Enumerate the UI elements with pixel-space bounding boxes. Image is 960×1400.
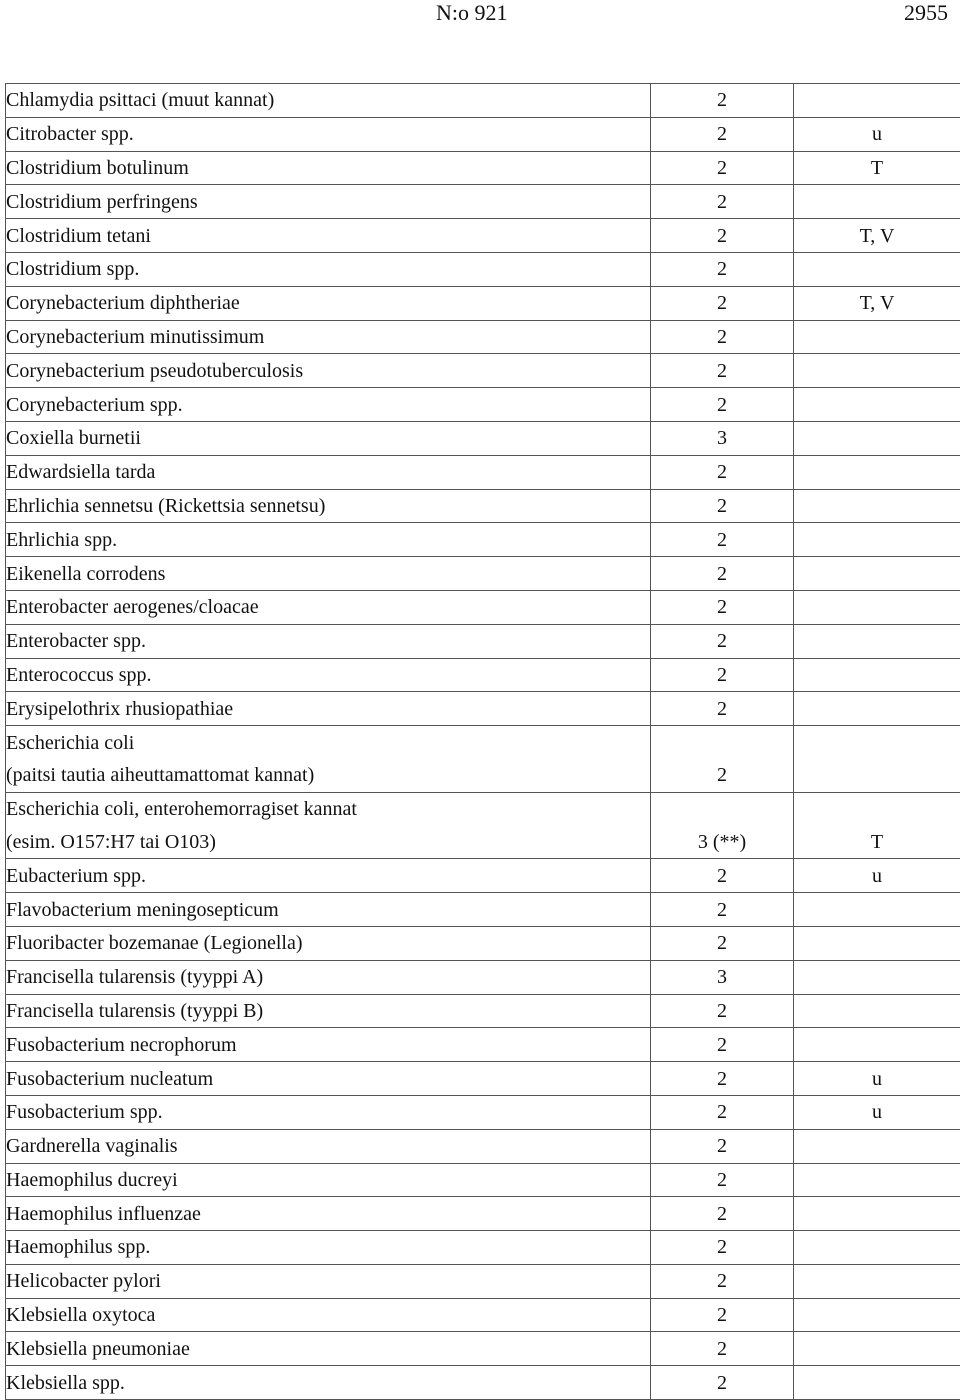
- organism-name-cell: Citrobacter spp.: [6, 117, 651, 151]
- risk-group-cell: 2: [651, 590, 794, 624]
- organism-name-cell: Gardnerella vaginalis: [6, 1129, 651, 1163]
- risk-group-cell: 2: [651, 1062, 794, 1096]
- remark-cell: u: [794, 117, 960, 151]
- table-row: [6, 523, 960, 557]
- risk-group-cell: 2: [651, 117, 794, 151]
- remark-cell: [794, 185, 960, 219]
- organism-name-cell: Francisella tularensis (tyyppi A): [6, 960, 651, 994]
- remark-cell: [794, 1163, 960, 1197]
- organism-name-cell: Fusobacterium spp.: [6, 1095, 651, 1129]
- remark-cell: [794, 960, 960, 994]
- organism-name-cell: Enterobacter spp.: [6, 624, 651, 658]
- organism-name-cell: Haemophilus influenzae: [6, 1197, 651, 1231]
- remark-cell: T, V: [794, 286, 960, 320]
- organism-name-cell: Escherichia coli: [6, 726, 651, 759]
- risk-group-cell: 2: [651, 1163, 794, 1197]
- table-row: [6, 1264, 960, 1298]
- remark-cell: [794, 726, 960, 759]
- remark-cell: [794, 994, 960, 1028]
- table-row: [6, 1332, 960, 1366]
- organism-name-cell: Clostridium spp.: [6, 252, 651, 286]
- document-number: N:o 921: [436, 0, 508, 26]
- risk-group-cell: 2: [651, 1366, 794, 1400]
- table-row: [6, 590, 960, 624]
- risk-group-cell: 2: [651, 320, 794, 354]
- risk-group-cell: 2: [651, 1231, 794, 1265]
- organism-name-cell: Helicobacter pylori: [6, 1264, 651, 1298]
- remark-cell: [794, 658, 960, 692]
- table-row: [6, 185, 960, 219]
- remark-cell: [794, 557, 960, 591]
- table-row: [6, 489, 960, 523]
- risk-group-cell: 2: [651, 489, 794, 523]
- organism-table: [5, 83, 960, 1400]
- remark-cell: T, V: [794, 219, 960, 253]
- table-row: [6, 320, 960, 354]
- remark-cell: [794, 893, 960, 927]
- table-row: [6, 1298, 960, 1332]
- table-row: [6, 1197, 960, 1231]
- risk-group-cell: 2: [651, 1095, 794, 1129]
- organism-name-cell: Corynebacterium spp.: [6, 388, 651, 422]
- risk-group-cell: 2: [651, 219, 794, 253]
- risk-group-cell: 2: [651, 994, 794, 1028]
- remark-cell: [794, 320, 960, 354]
- organism-name-cell: Fusobacterium necrophorum: [6, 1028, 651, 1062]
- organism-name-cell: Corynebacterium pseudotuberculosis: [6, 354, 651, 388]
- risk-group-cell: 2: [651, 1264, 794, 1298]
- organism-name-cell: Enterococcus spp.: [6, 658, 651, 692]
- remark-cell: [794, 792, 960, 825]
- risk-group-cell: 2: [651, 523, 794, 557]
- risk-group-cell: 2: [651, 185, 794, 219]
- remark-cell: [794, 1366, 960, 1400]
- risk-group-cell: 2: [651, 1129, 794, 1163]
- remark-cell: [794, 455, 960, 489]
- remark-cell: T: [794, 151, 960, 185]
- table-row: [6, 692, 960, 726]
- remark-cell: [794, 1028, 960, 1062]
- table-row: [6, 1231, 960, 1265]
- remark-cell: u: [794, 1062, 960, 1096]
- table-row: [6, 151, 960, 185]
- organism-name-cell: Edwardsiella tarda: [6, 455, 651, 489]
- table-row: [6, 84, 960, 118]
- remark-cell: [794, 624, 960, 658]
- table-row: [6, 926, 960, 960]
- risk-group-cell: 2: [651, 759, 794, 792]
- table-row: [6, 1366, 960, 1400]
- table-row: [6, 1129, 960, 1163]
- remark-cell: [794, 692, 960, 726]
- remark-cell: [794, 523, 960, 557]
- table-row: [6, 1062, 960, 1096]
- organism-name-cell: Klebsiella oxytoca: [6, 1298, 651, 1332]
- table-row: [6, 759, 960, 792]
- remark-cell: [794, 1264, 960, 1298]
- organism-name-cell: Corynebacterium minutissimum: [6, 320, 651, 354]
- organism-name-cell: Klebsiella pneumoniae: [6, 1332, 651, 1366]
- organism-name-cell: Chlamydia psittaci (muut kannat): [6, 84, 651, 118]
- organism-name-cell: Corynebacterium diphtheriae: [6, 286, 651, 320]
- remark-cell: [794, 421, 960, 455]
- remark-cell: [794, 84, 960, 118]
- remark-cell: [794, 1231, 960, 1265]
- remark-cell: u: [794, 859, 960, 893]
- organism-name-cell: Enterobacter aerogenes/cloacae: [6, 590, 651, 624]
- organism-name-cell: Eubacterium spp.: [6, 859, 651, 893]
- risk-group-cell: 2: [651, 658, 794, 692]
- risk-group-cell: 2: [651, 1028, 794, 1062]
- table-row: [6, 994, 960, 1028]
- organism-name-cell: Clostridium perfringens: [6, 185, 651, 219]
- risk-group-cell: 2: [651, 624, 794, 658]
- remark-cell: [794, 759, 960, 792]
- risk-group-cell: 2: [651, 692, 794, 726]
- organism-name-cell: Clostridium tetani: [6, 219, 651, 253]
- risk-group-cell: 2: [651, 557, 794, 591]
- risk-group-cell: 2: [651, 286, 794, 320]
- remark-cell: [794, 1129, 960, 1163]
- table-row: [6, 421, 960, 455]
- risk-group-cell: 3: [651, 960, 794, 994]
- table-row: [6, 557, 960, 591]
- organism-name-cell: Haemophilus ducreyi: [6, 1163, 651, 1197]
- organism-name-cell: Escherichia coli, enterohemorragiset kannat: [6, 792, 651, 825]
- organism-name-cell: Haemophilus spp.: [6, 1231, 651, 1265]
- risk-group-cell: 2: [651, 859, 794, 893]
- risk-group-cell: 2: [651, 1298, 794, 1332]
- remark-cell: [794, 489, 960, 523]
- organism-name-cell: Eikenella corrodens: [6, 557, 651, 591]
- organism-name-cell: Fluoribacter bozemanae (Legionella): [6, 926, 651, 960]
- risk-group-cell: 2: [651, 252, 794, 286]
- table-row: [6, 354, 960, 388]
- remark-cell: [794, 926, 960, 960]
- table-row: [6, 219, 960, 253]
- table-row: [6, 388, 960, 422]
- risk-group-cell: 2: [651, 893, 794, 927]
- organism-name-cell: Clostridium botulinum: [6, 151, 651, 185]
- risk-group-cell: 3: [651, 421, 794, 455]
- table-row: [6, 286, 960, 320]
- organism-name-cell: Flavobacterium meningosepticum: [6, 893, 651, 927]
- table-row: [6, 960, 960, 994]
- organism-name-cell: Erysipelothrix rhusiopathiae: [6, 692, 651, 726]
- organism-name-cell: Francisella tularensis (tyyppi B): [6, 994, 651, 1028]
- organism-name-cell: (paitsi tautia aiheuttamattomat kannat): [6, 759, 651, 792]
- risk-group-cell: 2: [651, 1332, 794, 1366]
- remark-cell: [794, 1197, 960, 1231]
- table-row: [6, 658, 960, 692]
- organism-name-cell: (esim. O157:H7 tai O103): [6, 826, 651, 859]
- table-row: [6, 117, 960, 151]
- remark-cell: T: [794, 826, 960, 859]
- risk-group-cell: [651, 726, 794, 759]
- table-row: [6, 455, 960, 489]
- organism-name-cell: Coxiella burnetii: [6, 421, 651, 455]
- table-row: [6, 726, 960, 759]
- risk-group-cell: 2: [651, 84, 794, 118]
- table-row: [6, 893, 960, 927]
- risk-group-cell: 2: [651, 151, 794, 185]
- organism-name-cell: Ehrlichia spp.: [6, 523, 651, 557]
- remark-cell: [794, 1332, 960, 1366]
- risk-group-cell: 2: [651, 1197, 794, 1231]
- remark-cell: [794, 1298, 960, 1332]
- risk-group-cell: 2: [651, 388, 794, 422]
- organism-table-body: [6, 84, 960, 1400]
- risk-group-cell: 3 (**): [651, 826, 794, 859]
- remark-cell: [794, 388, 960, 422]
- remark-cell: [794, 590, 960, 624]
- table-row: [6, 252, 960, 286]
- risk-group-cell: 2: [651, 926, 794, 960]
- page-number: 2955: [904, 0, 948, 26]
- table-row: [6, 1028, 960, 1062]
- remark-cell: u: [794, 1095, 960, 1129]
- table-row: [6, 1163, 960, 1197]
- table-row: [6, 859, 960, 893]
- organism-name-cell: Ehrlichia sennetsu (Rickettsia sennetsu): [6, 489, 651, 523]
- risk-group-cell: [651, 792, 794, 825]
- risk-group-cell: 2: [651, 455, 794, 489]
- organism-name-cell: Fusobacterium nucleatum: [6, 1062, 651, 1096]
- table-row: [6, 792, 960, 825]
- page-header: [0, 0, 960, 40]
- table-row: [6, 826, 960, 859]
- organism-name-cell: Klebsiella spp.: [6, 1366, 651, 1400]
- remark-cell: [794, 252, 960, 286]
- table-row: [6, 624, 960, 658]
- remark-cell: [794, 354, 960, 388]
- table-row: [6, 1095, 960, 1129]
- risk-group-cell: 2: [651, 354, 794, 388]
